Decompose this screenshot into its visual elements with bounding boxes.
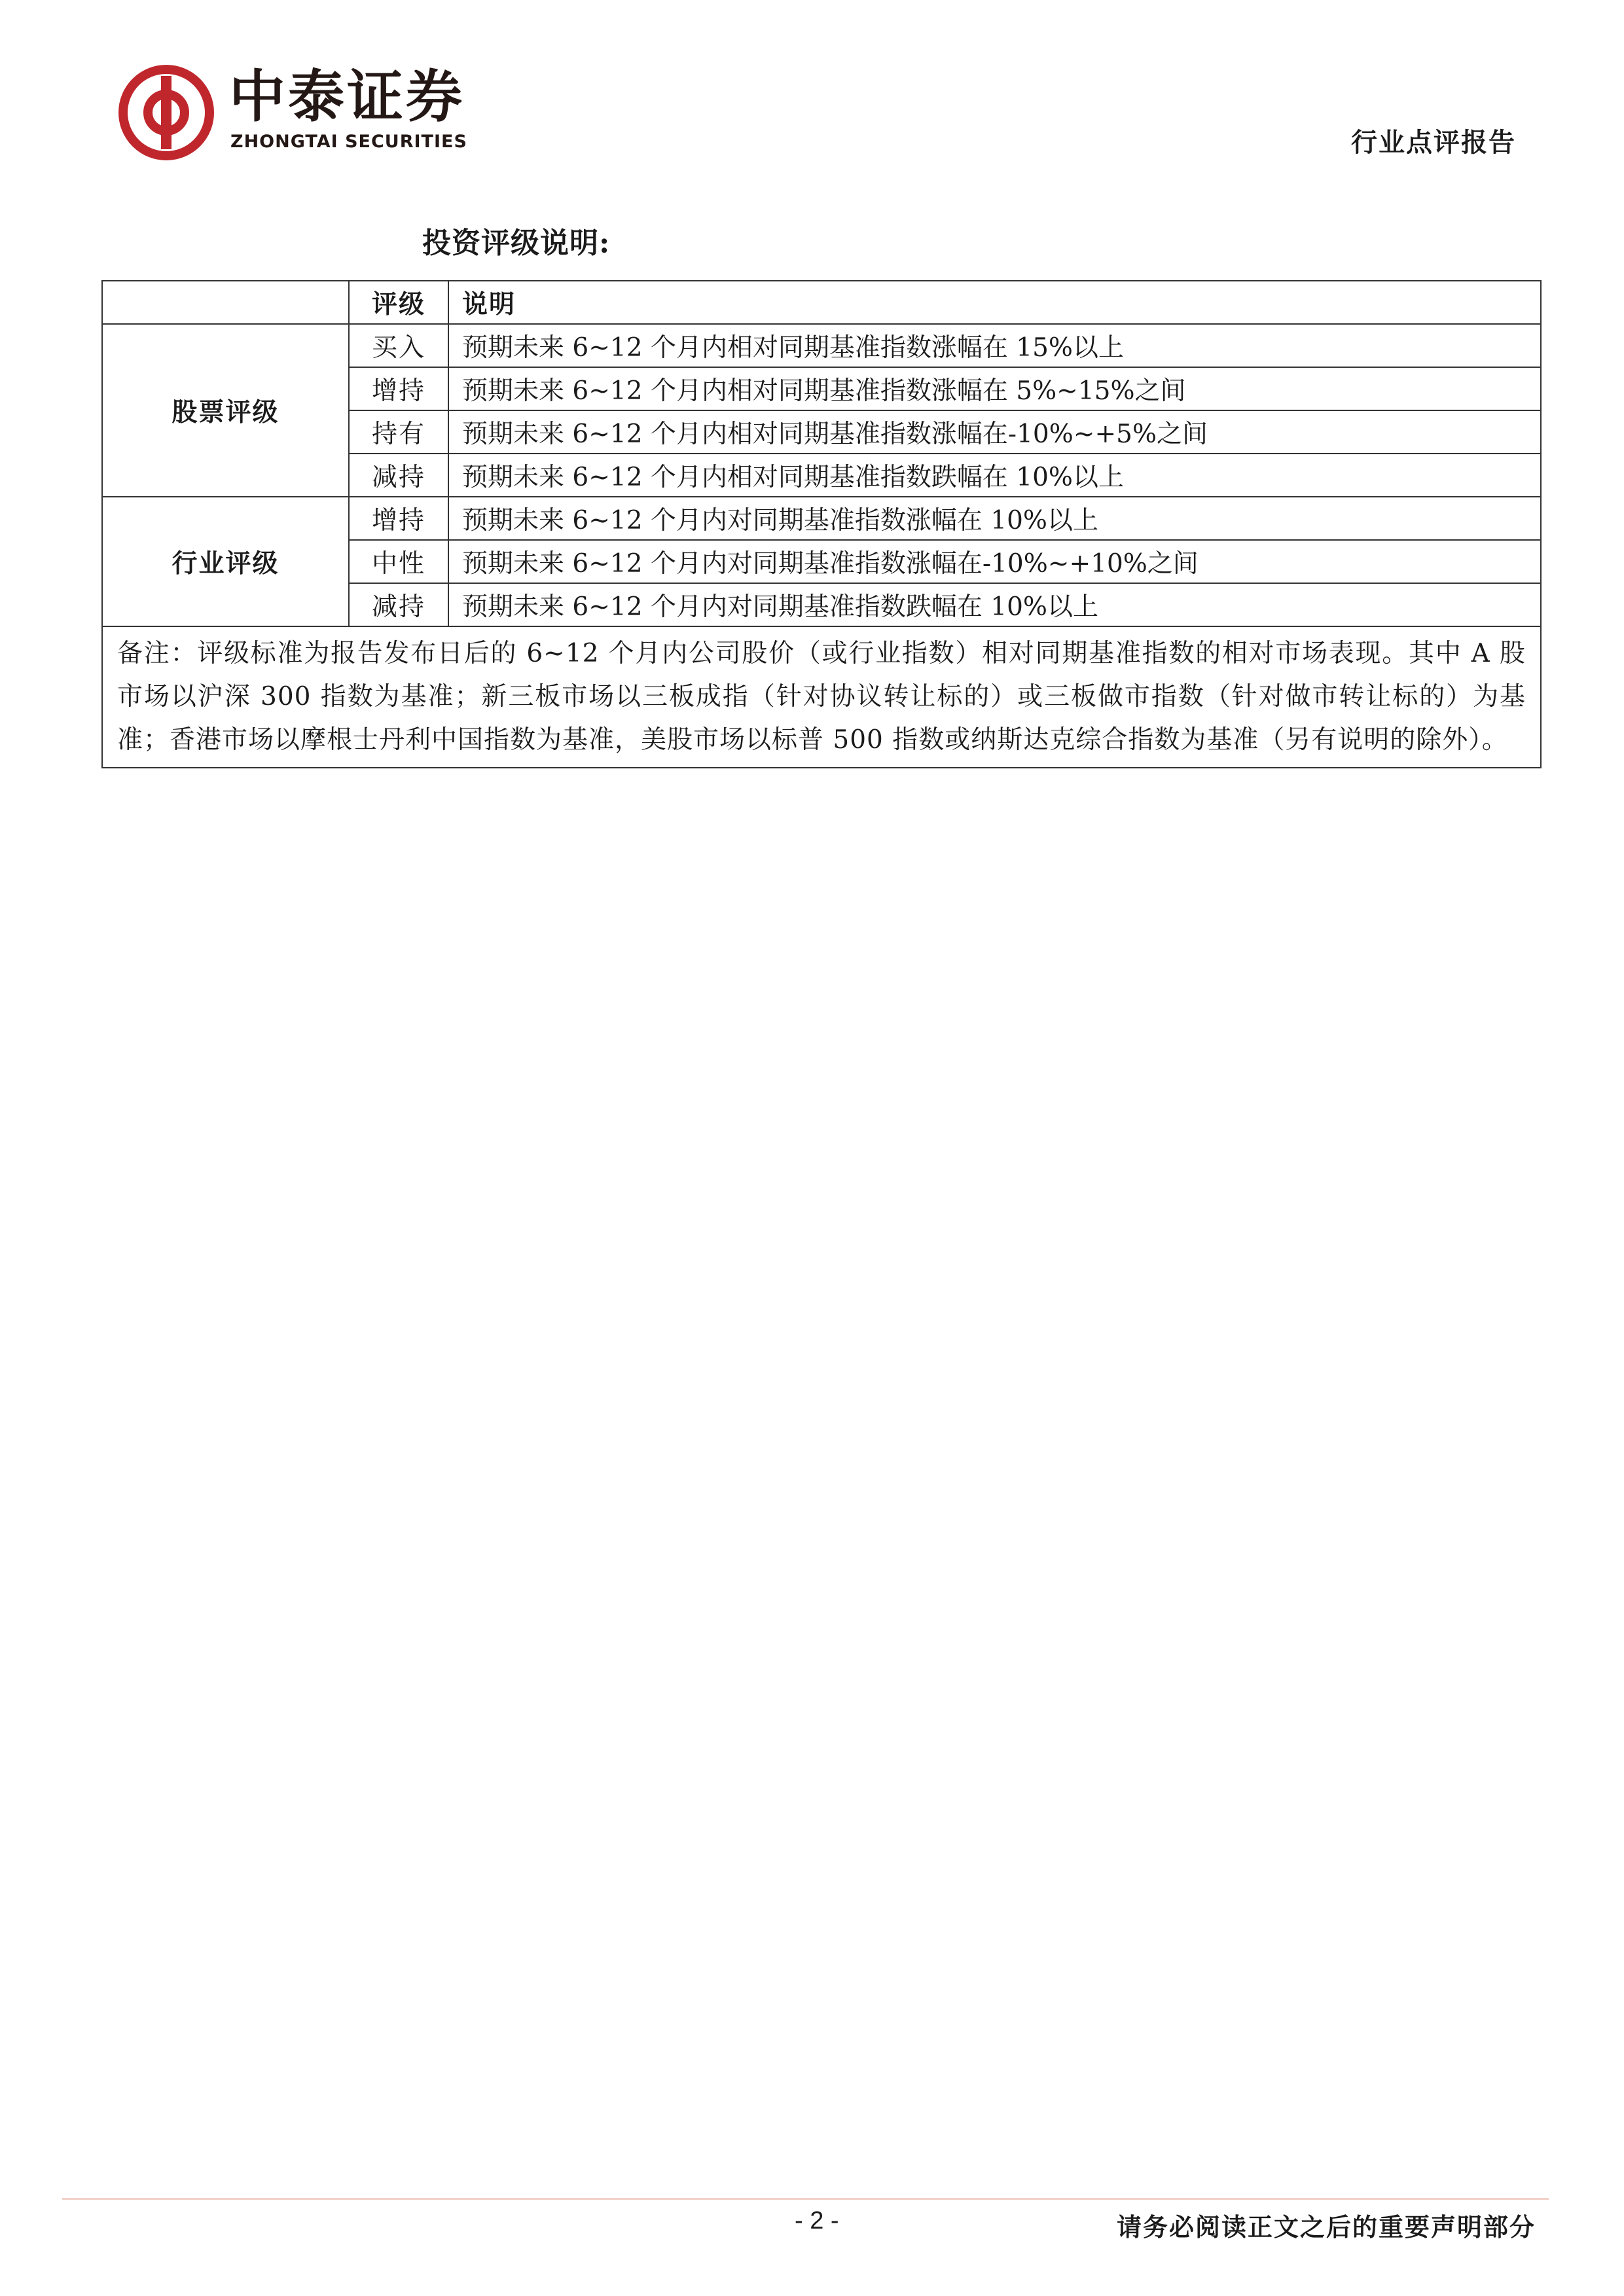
rating-level: 增持 [349,367,448,410]
rating-description: 预期未来 6~12 个月内对同期基准指数涨幅在-10%~+10%之间 [448,540,1541,583]
rating-level: 持有 [349,410,448,454]
footer-divider [62,2198,1549,2200]
table-header-level: 评级 [349,281,448,324]
rating-note: 备注：评级标准为报告发布日后的 6~12 个月内公司股价（或行业指数）相对同期基准指数的相对市场表现。其中 A 股市场以沪深 300 指数为基准；新三板市场以三板成指（针对协议转让标的）或三板做市指数（针对做市转让标的）为基准；香港市场以摩根士丹利中国指数为基准，美股市场以标普 500 指数或纳斯达克综合指数为基准（另有说明的除外）。 [102,626,1541,768]
company-logo [118,64,589,162]
rating-level: 增持 [349,497,448,540]
table-header-row [102,281,1541,324]
logo-english-name: ZHONGTAI SECURITIES [230,132,467,152]
stock-rating-category: 股票评级 [102,324,349,497]
rating-table [101,280,1542,768]
industry-rating-category: 行业评级 [102,497,349,626]
table-note-row [102,626,1541,768]
rating-description: 预期未来 6~12 个月内相对同期基准指数涨幅在 5%~15%之间 [448,367,1541,410]
footer-disclaimer: 请务必阅读正文之后的重要声明部分 [1116,2212,1536,2242]
rating-level: 减持 [349,583,448,626]
rating-description: 预期未来 6~12 个月内相对同期基准指数跌幅在 10%以上 [448,454,1541,497]
table-header-empty-cell [102,281,349,324]
table-header-description: 说明 [448,281,1541,324]
rating-description: 预期未来 6~12 个月内对同期基准指数跌幅在 10%以上 [448,583,1541,626]
section-title: 投资评级说明: [422,226,611,260]
table-row [102,497,1541,540]
rating-description: 预期未来 6~12 个月内对同期基准指数涨幅在 10%以上 [448,497,1541,540]
page-number: - 2 - [795,2207,839,2234]
rating-description: 预期未来 6~12 个月内相对同期基准指数涨幅在-10%~+5%之间 [448,410,1541,454]
rating-level: 中性 [349,540,448,583]
rating-level: 买入 [349,324,448,367]
table-row [102,324,1541,367]
rating-level: 减持 [349,454,448,497]
rating-description: 预期未来 6~12 个月内相对同期基准指数涨幅在 15%以上 [448,324,1541,367]
zhongtai-logo-icon [118,64,215,161]
logo-chinese-name: 中泰证券 [229,64,465,130]
report-type-label: 行业点评报告 [1351,127,1516,158]
